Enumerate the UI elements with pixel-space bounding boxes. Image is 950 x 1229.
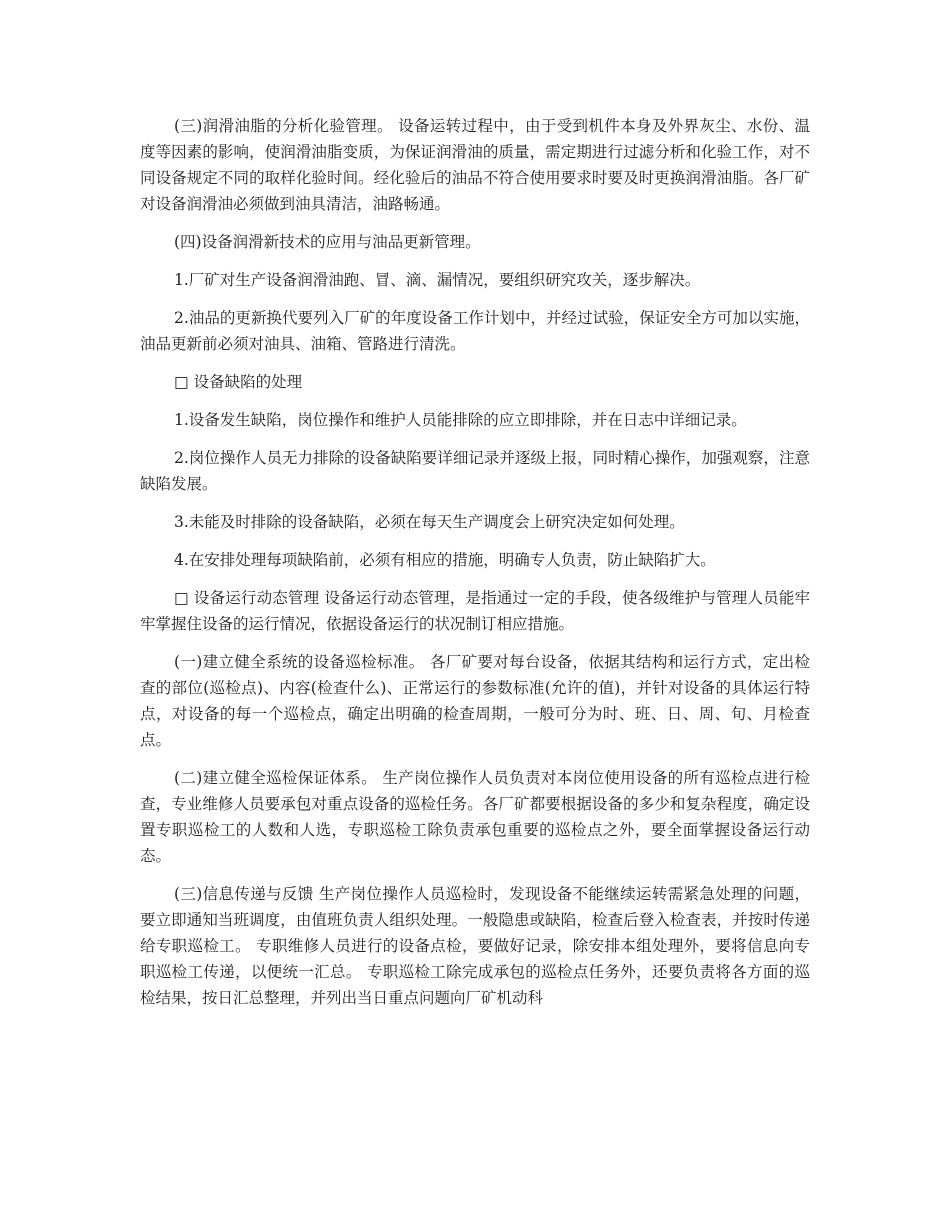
paragraph-inspection-standard: (一)建立健全系统的设备巡检标准。 各厂矿要对每台设备，依据其结构和运行方式，定出检查的部位(巡检点)、内容(检查什么)、正常运行的参数标准(允许的值)，并针对设备的具体运行特点，对设备的每一个巡检点，确定出明确的检查周期，一般可分为时、班、日、周、旬、月检查点。 [140, 653, 810, 749]
paragraph-lubrication-new-tech: (四)设备润滑新技术的应用与油品更新管理。 [174, 233, 481, 251]
paragraph-information-feedback: (三)信息传递与反馈 生产岗位操作人员巡检时，发现设备不能继续运转需紧急处理的问题，要立即通知当班调度，由值班负责人组织处理。一般隐患或缺陷，检查后登入检查表，并按时传递给专职巡检工。 专职维修人员进行的设备点检，要做好记录，除安排本组处理外，要将信息向专职巡检工传递，以便统一汇总。 专职巡检工除完成承包的巡检点任务外，还要负责将各方面的巡检结果，按日汇总整理，并列出当日重点问题向厂矿机动科 [140, 885, 810, 1007]
paragraph-lubrication-item-2: 2.油品的更新换代要列入厂矿的年度设备工作计划中，并经过试验，保证安全方可加以实施，油品更新前必须对油具、油箱、管路进行清洗。 [140, 309, 810, 353]
paragraph-lubricant-analysis: (三)润滑油脂的分析化验管理。 设备运转过程中，由于受到机件本身及外界灰尘、水份、温度等因素的影响，使润滑油脂变质，为保证润滑油的质量，需定期进行过滤分析和化验工作，对不同设备规定不同的取样化验时间。经化验后的油品不符合使用要求时要及时更换润滑油脂。各厂矿对设备润滑油必须做到油具清洁，油路畅通。 [140, 117, 810, 213]
section-heading-dynamic-management: □ 设备运行动态管理 设备运行动态管理，是指通过一定的手段，使各级维护与管理人员能牢牢掌握住设备的运行情况，依据设备运行的状况制订相应措施。 [140, 589, 810, 633]
paragraph-defect-item-2: 2.岗位操作人员无力排除的设备缺陷要详细记录并逐级上报，同时精心操作，加强观察，注意缺陷发展。 [140, 449, 810, 493]
document-body [140, 113, 810, 1023]
paragraph-defect-item-1: 1.设备发生缺陷，岗位操作和维护人员能排除的应立即排除，并在日志中详细记录。 [174, 411, 747, 429]
paragraph-defect-item-4: 4.在安排处理每项缺陷前，必须有相应的措施，明确专人负责，防止缺陷扩大。 [174, 551, 716, 569]
paragraph-defect-item-3: 3.未能及时排除的设备缺陷，必须在每天生产调度会上研究决定如何处理。 [174, 513, 685, 531]
paragraph-lubrication-item-1: 1.厂矿对生产设备润滑油跑、冒、滴、漏情况，要组织研究攻关，逐步解决。 [174, 271, 701, 289]
paragraph-inspection-system: (二)建立健全巡检保证体系。 生产岗位操作人员负责对本岗位使用设备的所有巡检点进行检查，专业维修人员要承包对重点设备的巡检任务。各厂矿都要根据设备的多少和复杂程度，确定设置专职巡检工的人数和人选，专职巡检工除负责承包重要的巡检点之外，要全面掌握设备运行动态。 [140, 769, 810, 865]
section-heading-defect-handling: □ 设备缺陷的处理 [174, 373, 303, 391]
